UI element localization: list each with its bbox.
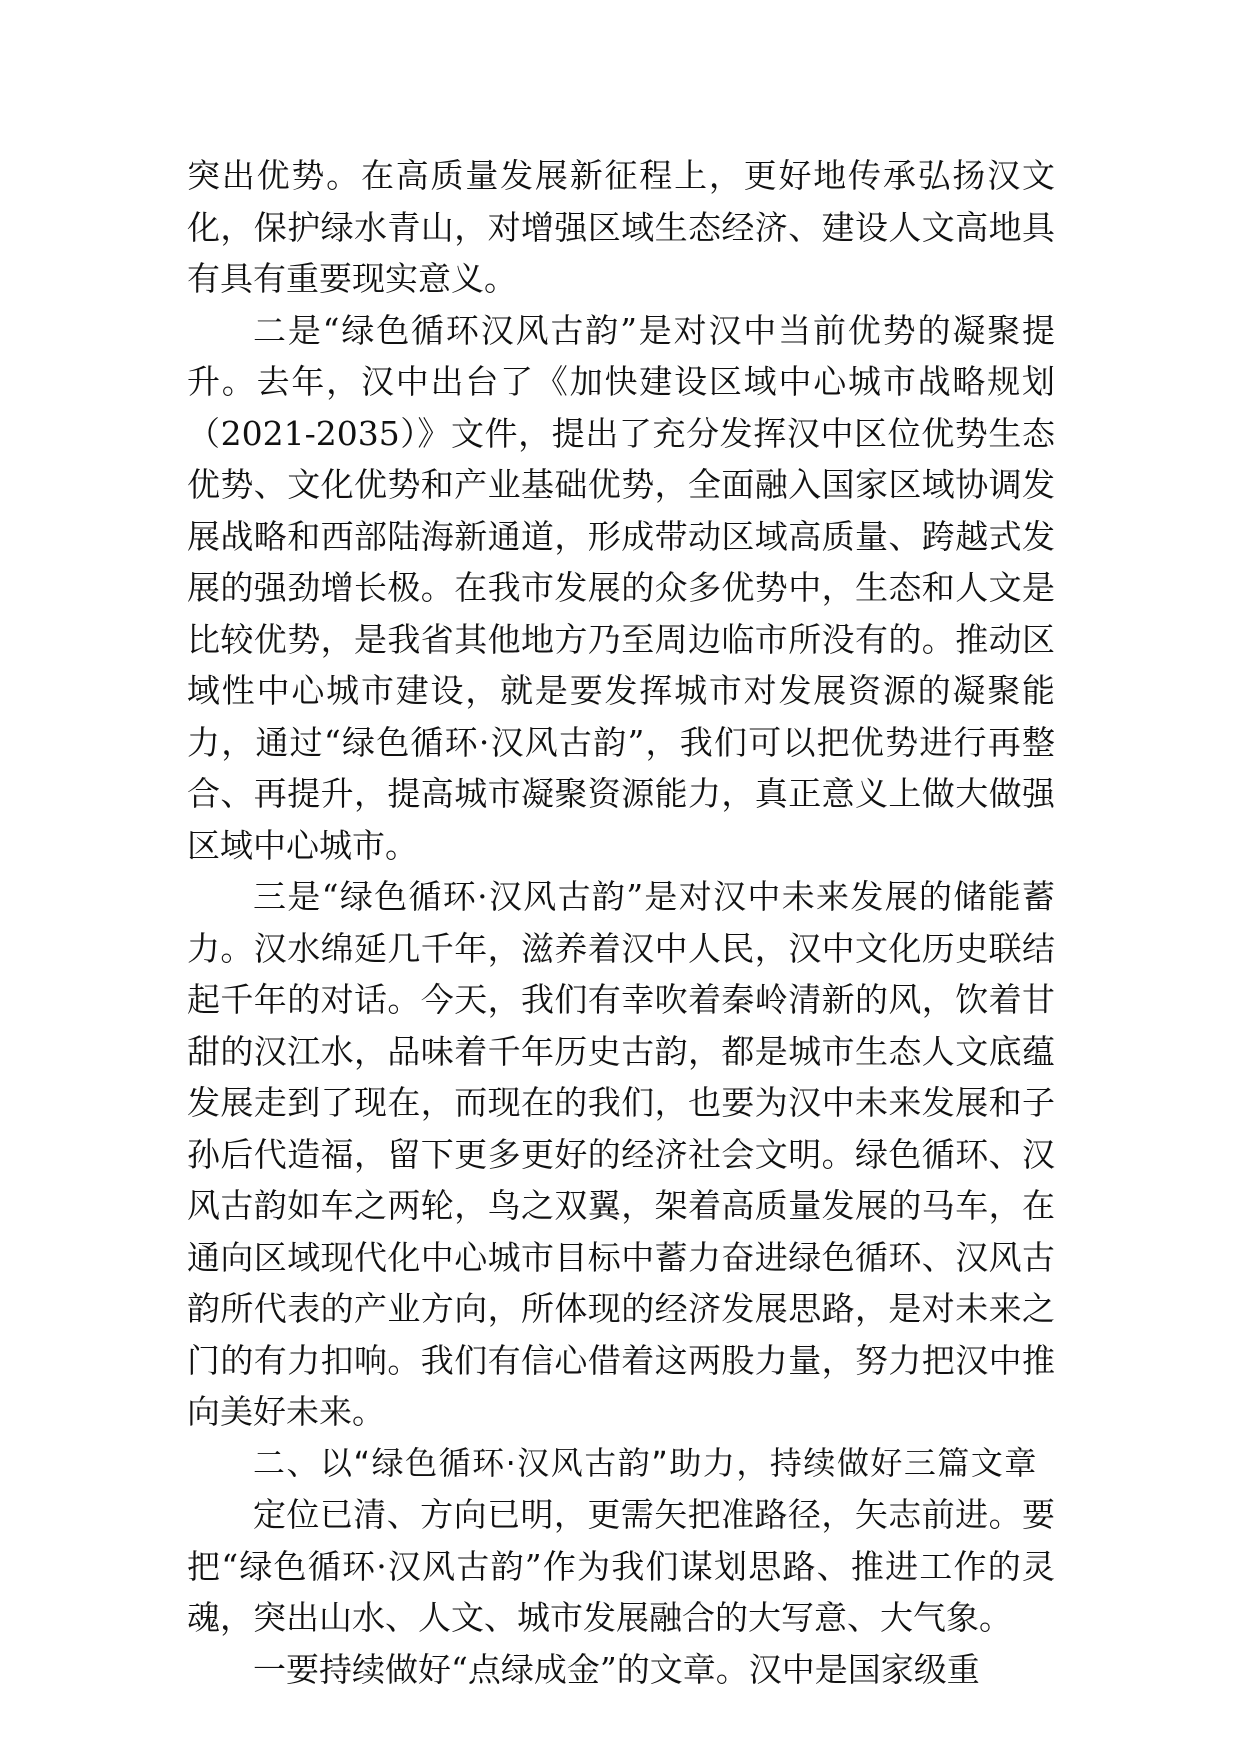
paragraph-point-one-start: 一要持续做好“点绿成金”的文章。汉中是国家级重	[253, 1649, 980, 1689]
paragraph-point-three: 三是“绿色循环·汉风古韵”是对汉中未来发展的储能蓄力。汉水绵延几千年，滋养着汉中人民，汉中文化历史联结起千年的对话。今天，我们有幸吹着秦岭清新的风，饮着甘甜的汉江水，品味着千年历史古韵，都是城市生态人文底蕴发展走到了现在，而现在的我们，也要为汉中未来发展和子孙后代造福，留下更多更好的经济社会文明。绿色循环、汉风古韵如车之两轮，鸟之双翼，架着高质量发展的马车，在通向区域现代化中心城市目标中蓄力奋进绿色循环、汉风古韵所代表的产业方向，所体现的经济发展思路，是对未来之门的有力扣响。我们有信心借着这两股力量，努力把汉中推向美好未来。	[187, 877, 1055, 1431]
section-heading: 二、以“绿色循环·汉风古韵”助力，持续做好三篇文章	[253, 1443, 1038, 1482]
document-body	[187, 150, 1055, 1695]
paragraph-point-two: 二是“绿色循环汉风古韵”是对汉中当前优势的凝聚提升。去年，汉中出台了《加快建设区域中心城市战略规划（2021-2035）》文件，提出了充分发挥汉中区位优势生态优势、文化优势和产业基础优势，全面融入国家区域协调发展战略和西部陆海新通道，形成带动区域高质量、跨越式发展的强劲增长极。在我市发展的众多优势中，生态和人文是比较优势，是我省其他地方乃至周边临市所没有的。推动区域性中心城市建设，就是要发挥城市对发展资源的凝聚能力，通过“绿色循环·汉风古韵”，我们可以把优势进行再整合、再提升，提高城市凝聚资源能力，真正意义上做大做强区域中心城市。	[187, 310, 1055, 865]
paragraph-section-intro: 定位已清、方向已明，更需矢把准路径，矢志前进。要把“绿色循环·汉风古韵”作为我们谋划思路、推进工作的灵魂，突出山水、人文、城市发展融合的大写意、大气象。	[187, 1495, 1055, 1637]
paragraph-continuation: 突出优势。在高质量发展新征程上，更好地传承弘扬汉文化，保护绿水青山，对增强区域生态经济、建设人文高地具有具有重要现实意义。	[187, 156, 1055, 298]
